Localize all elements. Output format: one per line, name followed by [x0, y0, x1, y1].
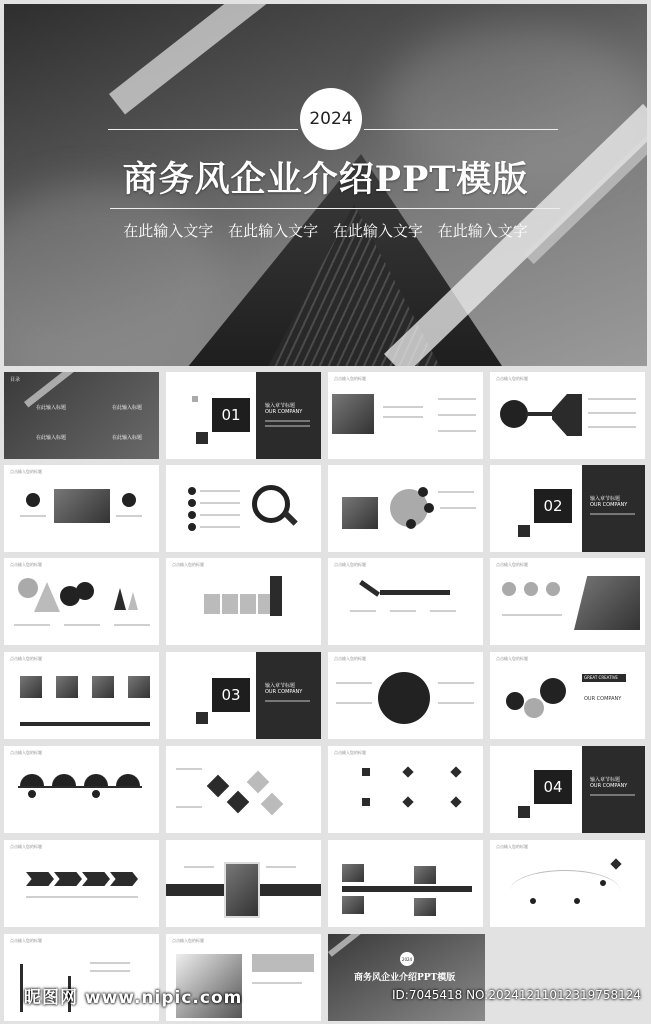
- section-heading: 输入章节标题: [590, 777, 621, 783]
- subtitle-text: 在此输入文字: [332, 222, 423, 240]
- text-line: [383, 406, 423, 408]
- slide-content[interactable]: [328, 465, 483, 552]
- slide-title: 点击输入您的标题: [10, 656, 42, 661]
- slide-section-03[interactable]: [166, 652, 321, 739]
- slide-label: 目录: [10, 377, 21, 383]
- timeline-dot: [574, 898, 580, 904]
- text-line: [265, 420, 310, 422]
- step-block: [222, 594, 238, 614]
- slide-content[interactable]: [490, 558, 645, 645]
- slide-content[interactable]: [166, 558, 321, 645]
- slide-content[interactable]: [490, 840, 645, 927]
- slide-section-01[interactable]: [166, 372, 321, 459]
- text-line: [502, 614, 562, 616]
- slide-content[interactable]: [328, 840, 483, 927]
- tree-icon: [128, 592, 138, 610]
- gear-icon: [524, 698, 544, 718]
- photo: [342, 497, 378, 529]
- slide-title: 点击输入您的标题: [10, 469, 42, 474]
- section-number: 03: [212, 678, 250, 712]
- text-line: [590, 513, 635, 515]
- subtitle-row: [0, 220, 651, 241]
- mail-icon: [418, 487, 428, 497]
- text-line: [336, 702, 372, 704]
- bullet-icon: [188, 523, 196, 531]
- cloud-shape: [4, 184, 224, 366]
- text-line: [438, 702, 474, 704]
- icon: [402, 766, 413, 777]
- photo: [414, 898, 436, 916]
- photo: [332, 394, 374, 434]
- step-block: [240, 594, 256, 614]
- text-line: [383, 416, 423, 418]
- tree-icon: [114, 588, 126, 610]
- slide-content[interactable]: [490, 372, 645, 459]
- slide-title: 点击输入您的标题: [334, 376, 366, 381]
- arrow-right-icon: [380, 590, 450, 595]
- pin-icon: [28, 790, 36, 798]
- bullet-icon: [188, 499, 196, 507]
- icon: [402, 796, 413, 807]
- section-number: 02: [534, 489, 572, 523]
- bottom-bar: [20, 722, 150, 726]
- slide-content[interactable]: [166, 840, 321, 927]
- subtitle-text: 在此输入文字: [437, 222, 528, 240]
- text-line: [430, 610, 456, 612]
- photo: [414, 866, 436, 884]
- subtitle-text: 在此输入文字: [228, 222, 319, 240]
- year-badge: 2024: [400, 952, 414, 966]
- text-line: [590, 794, 635, 796]
- bullet-icon: [188, 511, 196, 519]
- decor-shape: [552, 394, 582, 436]
- diamond-shape: [261, 793, 284, 816]
- slide-item: 在此输入标题: [36, 435, 67, 441]
- text-line: [252, 982, 302, 984]
- text-line: [265, 700, 310, 702]
- chevron-step: [110, 872, 138, 886]
- slide-title: 点击输入您的标题: [334, 750, 366, 755]
- slide-content[interactable]: [4, 558, 159, 645]
- stat-circle: [546, 582, 560, 596]
- divider: [110, 208, 560, 209]
- slide-content[interactable]: [328, 652, 483, 739]
- diamond-shape: [207, 775, 230, 798]
- slide-content[interactable]: [328, 372, 483, 459]
- slide-title: 点击输入您的标题: [496, 656, 528, 661]
- text-line: [588, 412, 636, 414]
- section-subheading: OUR COMPANY: [265, 689, 303, 695]
- decor-square: [518, 525, 530, 537]
- text-line: [26, 896, 138, 898]
- heart-icon: [26, 493, 40, 507]
- text-line: [440, 507, 476, 509]
- photo: [342, 896, 364, 914]
- text-line: [438, 414, 476, 416]
- caption-bar: [252, 954, 314, 972]
- dark-band: [342, 886, 472, 892]
- text-line: [438, 398, 476, 400]
- slide-title: 点击输入您的标题: [10, 750, 42, 755]
- text-line: [64, 624, 100, 626]
- slide-content[interactable]: [328, 558, 483, 645]
- bar-mark: [20, 964, 23, 1012]
- tag-text: GREAT CREATIVE: [584, 675, 618, 680]
- decor-stripe: [109, 4, 275, 114]
- bullet-icon: [188, 487, 196, 495]
- text-line: [390, 610, 416, 612]
- slide-title: 点击输入您的标题: [496, 376, 528, 381]
- rocket-icon: [610, 858, 621, 869]
- text-line: [588, 398, 636, 400]
- section-heading: 输入章节标题: [265, 403, 296, 409]
- photo: [128, 676, 150, 698]
- text-line: [20, 515, 46, 517]
- dark-panel: [256, 652, 321, 739]
- dark-panel: [582, 746, 645, 833]
- chevron-step: [54, 872, 82, 886]
- pin-icon: [92, 790, 100, 798]
- slide-content[interactable]: [166, 746, 321, 833]
- chevron-step: [26, 872, 54, 886]
- slide-content[interactable]: [166, 465, 321, 552]
- slide-section-02[interactable]: [490, 465, 645, 552]
- text-line: [90, 970, 130, 972]
- text-line: [588, 426, 636, 428]
- dark-panel: [256, 372, 321, 459]
- slide-title: 点击输入您的标题: [172, 938, 204, 943]
- slide-content[interactable]: [4, 465, 159, 552]
- section-subheading: OUR COMPANY: [590, 502, 628, 508]
- photo: [92, 676, 114, 698]
- text-line: [438, 430, 476, 432]
- text-line: [200, 526, 240, 528]
- text-line: [200, 514, 240, 516]
- divider: [364, 129, 558, 130]
- text-line: [438, 491, 474, 493]
- timeline-dot: [530, 898, 536, 904]
- step-block: [204, 594, 220, 614]
- tree-icon: [76, 582, 94, 600]
- dark-panel: [582, 465, 645, 552]
- tree-icon: [18, 578, 38, 598]
- slide-content[interactable]: [4, 652, 159, 739]
- monitor-image: [54, 489, 110, 523]
- photo: [574, 576, 640, 630]
- diamond-shape: [247, 771, 270, 794]
- text-line: [200, 502, 240, 504]
- connector: [526, 412, 556, 416]
- divider: [108, 129, 298, 130]
- decor-square: [196, 712, 208, 724]
- stat-circle: [502, 582, 516, 596]
- slide-content[interactable]: [4, 746, 159, 833]
- photo: [20, 676, 42, 698]
- slide-title: 点击输入您的标题: [172, 562, 204, 567]
- slide-title: 点击输入您的标题: [496, 562, 528, 567]
- text-line: [14, 624, 50, 626]
- text-line: [438, 682, 474, 684]
- slide-title: 点击输入您的标题: [10, 562, 42, 567]
- slide-content[interactable]: [4, 840, 159, 927]
- year-badge: 2024: [300, 88, 362, 150]
- section-heading: 输入章节标题: [590, 496, 621, 502]
- slide-content[interactable]: [490, 652, 645, 739]
- camera-icon: [406, 519, 416, 529]
- decor-square: [192, 396, 198, 402]
- magnifier-handle: [282, 510, 298, 526]
- diamond-shape: [227, 791, 250, 814]
- text-line: [184, 866, 214, 868]
- slide-title: 点击输入您的标题: [10, 938, 42, 943]
- text-line: [176, 806, 202, 808]
- key-icon: [378, 672, 430, 724]
- icon: [450, 796, 461, 807]
- text-line: [90, 962, 130, 964]
- timeline-curve: [510, 870, 620, 911]
- slide-title: 点击输入您的标题: [334, 562, 366, 567]
- watermark-site: 昵图网 www.nipic.com: [24, 988, 243, 1008]
- text-line: [336, 682, 372, 684]
- section-number: 01: [212, 398, 250, 432]
- decor-stripe: [328, 934, 363, 957]
- slide-item: 在此输入标题: [112, 405, 143, 411]
- slide-title: 点击输入您的标题: [10, 844, 42, 849]
- slide-title: 点击输入您的标题: [496, 844, 528, 849]
- gear-icon: [540, 678, 566, 704]
- text-line: [265, 425, 310, 427]
- stat-circle: [524, 582, 538, 596]
- text-line: [350, 610, 376, 612]
- slide-item: 在此输入标题: [112, 435, 143, 441]
- decor-square: [518, 806, 530, 818]
- section-heading: 输入章节标题: [265, 683, 296, 689]
- slide-content[interactable]: [328, 746, 483, 833]
- icon: [450, 766, 461, 777]
- slide-contents[interactable]: [4, 372, 159, 459]
- divider: [18, 786, 142, 788]
- slide-title: 点击输入您的标题: [334, 656, 366, 661]
- heart-icon: [122, 493, 136, 507]
- section-number: 04: [534, 770, 572, 804]
- zigzag-line: [359, 580, 380, 597]
- text-line: [176, 768, 202, 770]
- chevron-step: [82, 872, 110, 886]
- text-line: [114, 624, 150, 626]
- gear-icon: [506, 692, 524, 710]
- text-line: [266, 866, 296, 868]
- decor-stripe: [24, 372, 76, 408]
- decor-square: [196, 432, 208, 444]
- slide-cover-thumb[interactable]: [328, 934, 485, 1021]
- icon: [362, 798, 370, 806]
- slide-section-04[interactable]: [490, 746, 645, 833]
- text-line: [200, 490, 240, 492]
- watermark-id: ID:7045418 NO:20241211012319758124: [392, 988, 642, 1002]
- main-title: 商务风企业介绍PPT模版: [122, 159, 529, 200]
- icon: [362, 768, 370, 776]
- section-subheading: OUR COMPANY: [590, 783, 628, 789]
- thumb-title: 商务风企业介绍PPT模版: [354, 973, 456, 983]
- tablet-image: [224, 862, 260, 918]
- text-line: [116, 515, 142, 517]
- chat-icon: [424, 503, 434, 513]
- photo: [342, 864, 364, 882]
- subtitle-text: 在此输入文字: [123, 222, 214, 240]
- photo: [56, 676, 78, 698]
- timeline-dot: [600, 880, 606, 886]
- slide-item: 在此输入标题: [36, 405, 67, 411]
- arrow-up-icon: [270, 576, 282, 616]
- company-label: OUR COMPANY: [584, 696, 622, 702]
- ring-chart: [500, 400, 528, 428]
- section-subheading: OUR COMPANY: [265, 409, 303, 415]
